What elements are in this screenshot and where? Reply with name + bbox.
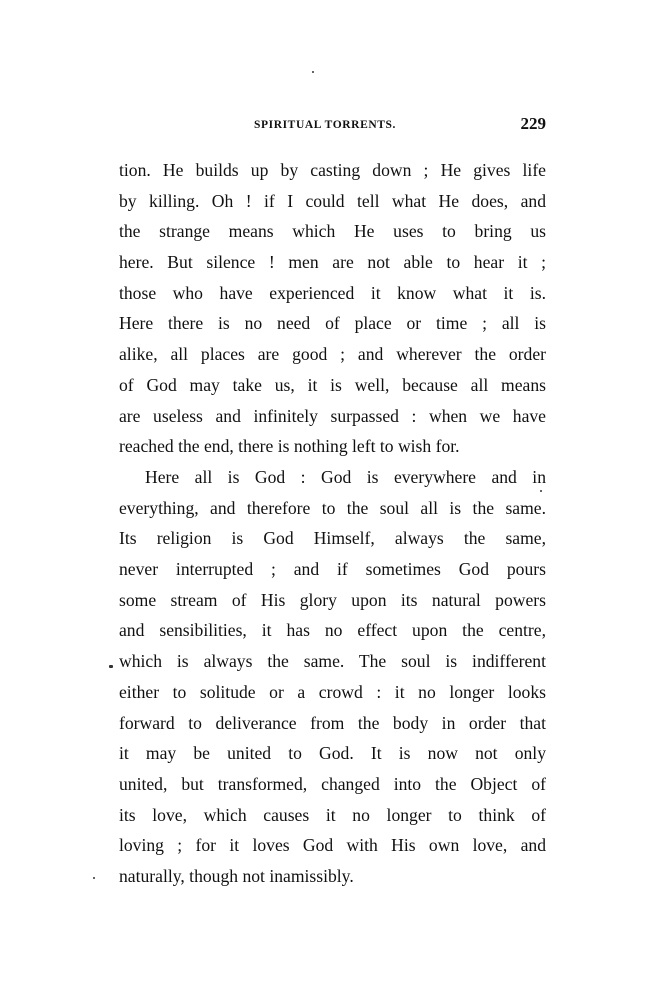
paragraph-2 [119, 462, 546, 892]
speck-mark [312, 71, 314, 73]
text-line: tion. He builds up by casting down ; He gives life [119, 160, 546, 180]
text-line: either to solitude or a crowd : it no longer looks [119, 681, 546, 702]
text-line: reached the end, there is nothing left to wish for. [119, 436, 460, 457]
text-line: everything, and therefore to the soul all is the same. [119, 497, 546, 518]
text-line: those who have experienced it know what it is. [119, 282, 546, 303]
text-line: Here all is God : God is everywhere and in [145, 467, 546, 487]
text-line: Here there is no need of place or time ; all is [119, 313, 546, 334]
text-line: alike, all places are good ; and wherever the order [119, 344, 546, 365]
text-line: which is always the same. The soul is indifferent [119, 651, 546, 672]
text-line: some stream of His glory upon its natural powers [119, 589, 546, 610]
speck-mark [109, 665, 113, 668]
text-line: its love, which causes it no longer to think of [119, 804, 546, 825]
text-line: it may be united to God. It is now not only [119, 743, 546, 764]
text-line: by killing. Oh ! if I could tell what He does, and [119, 190, 546, 211]
running-title: SPIRITUAL TORRENTS. [254, 119, 396, 131]
text-line: are useless and infinitely surpassed : when we have [119, 405, 546, 426]
speck-mark [93, 877, 95, 879]
text-line: here. But silence ! men are not able to hear it ; [119, 252, 546, 273]
text-line: united, but transformed, changed into the Object of [119, 773, 546, 794]
text-line: of God may take us, it is well, because all means [119, 374, 546, 395]
text-line: never interrupted ; and if sometimes God pours [119, 559, 546, 580]
text-line: loving ; for it loves God with His own love, and [119, 835, 546, 856]
text-line: naturally, though not inamissibly. [119, 865, 354, 886]
text-line: forward to deliverance from the body in order that [119, 712, 546, 733]
text-line: and sensibilities, it has no effect upon the centre, [119, 620, 546, 641]
page-number: 229 [520, 114, 546, 133]
paragraph-1 [119, 155, 546, 462]
text-line: Its religion is God Himself, always the same, [119, 528, 546, 549]
text-line: the strange means which He uses to bring us [119, 221, 546, 242]
